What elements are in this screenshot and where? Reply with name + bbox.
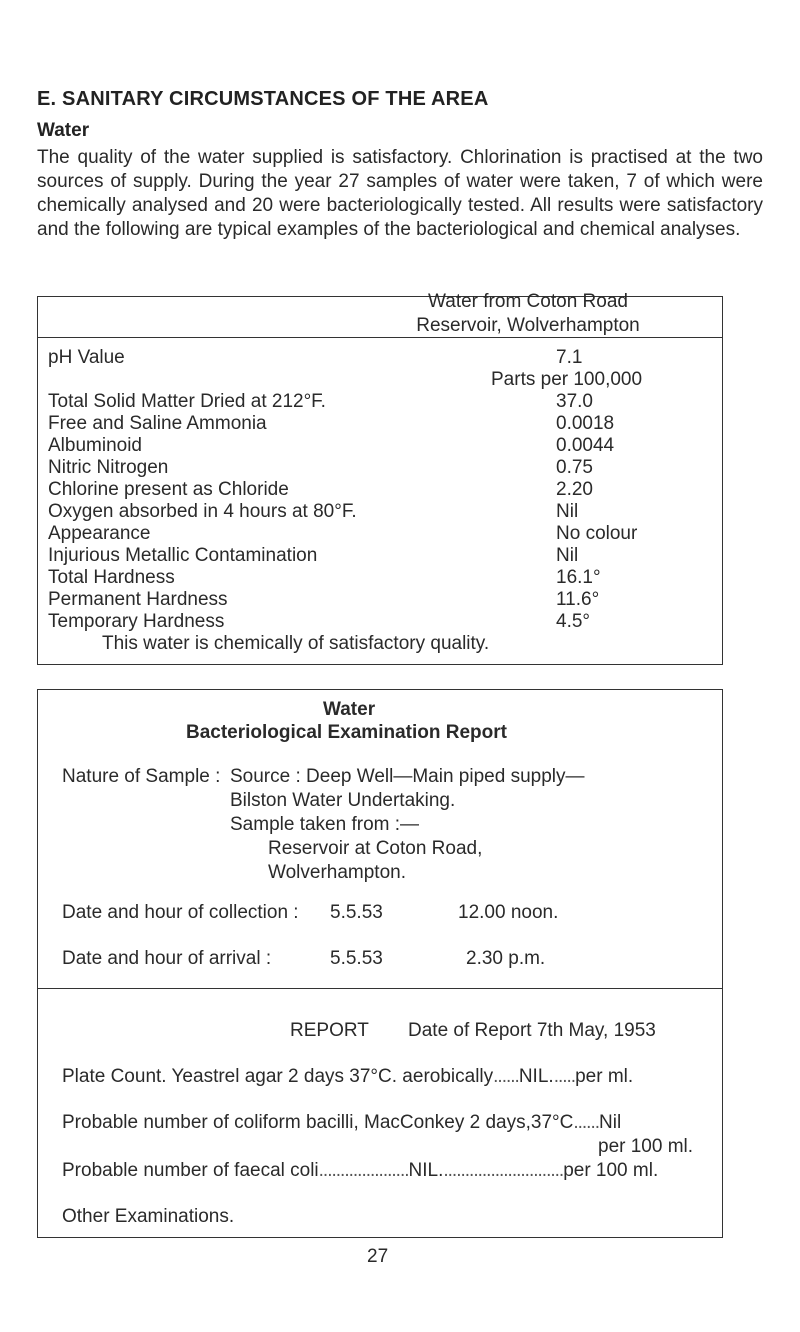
coliform-unit: per 100 ml. bbox=[598, 1136, 694, 1157]
intro-paragraph: The quality of the water supplied is satisfactory. Chlorination is practised at the two sources of supply. During the year 27 samples of water were taken, 7 of which were chemically analysed and 20 were bacteriologically tested. All results were satisfactory and the following are typical examples of the bacteriological and chemical analyses. bbox=[37, 147, 763, 240]
nature-line-2: Bilston Water Undertaking. bbox=[230, 790, 456, 811]
faecal-row bbox=[62, 1159, 658, 1183]
faecal-unit: per 100 ml. bbox=[563, 1160, 659, 1181]
nature-line-5: Wolverhampton. bbox=[268, 862, 406, 883]
row-value: No colour bbox=[556, 523, 638, 544]
nature-line-3: Sample taken from :— bbox=[230, 814, 420, 835]
plate-count-row bbox=[62, 1065, 633, 1089]
dot-leader: ............................ bbox=[443, 1160, 564, 1181]
row-label: Chlorine present as Chloride bbox=[48, 479, 289, 500]
arrival-label: Date and hour of arrival : bbox=[62, 948, 272, 969]
row-label: Injurious Metallic Contamination bbox=[48, 545, 318, 566]
dot-leader: ..... bbox=[553, 1066, 576, 1087]
report-bottom-rule bbox=[38, 1237, 722, 1238]
collection-time: 12.00 noon. bbox=[458, 902, 559, 923]
row-label: Permanent Hardness bbox=[48, 589, 228, 610]
row-value: 37.0 bbox=[556, 391, 593, 412]
column-header bbox=[338, 290, 718, 338]
row-value: 0.0018 bbox=[556, 413, 615, 434]
dot-leader: ...... bbox=[573, 1112, 600, 1133]
row-value: 0.0044 bbox=[556, 435, 615, 456]
other-examinations: Other Examinations. bbox=[62, 1206, 235, 1227]
section-heading: E. SANITARY CIRCUMSTANCES OF THE AREA bbox=[37, 88, 489, 110]
nature-of-sample-label: Nature of Sample : bbox=[62, 766, 221, 787]
row-value: Nil bbox=[556, 545, 579, 566]
page-number: 27 bbox=[367, 1246, 389, 1267]
row-label: Free and Saline Ammonia bbox=[48, 413, 267, 434]
row-value: 0.75 bbox=[556, 457, 593, 478]
bacteriological-report bbox=[37, 689, 723, 1238]
row-value: 2.20 bbox=[556, 479, 593, 500]
collection-date: 5.5.53 bbox=[330, 902, 383, 923]
coliform-value: Nil bbox=[599, 1112, 622, 1133]
arrival-date: 5.5.53 bbox=[330, 948, 383, 969]
plate-count-unit: per ml. bbox=[575, 1066, 634, 1087]
row-value: 4.5° bbox=[556, 611, 591, 632]
coliform-row bbox=[62, 1111, 621, 1135]
row-label: Nitric Nitrogen bbox=[48, 457, 169, 478]
column-header-line-2: Reservoir, Wolverhampton bbox=[416, 315, 640, 336]
nature-line-1: Source : Deep Well—Main piped supply— bbox=[230, 766, 585, 787]
chemical-analysis-table bbox=[37, 291, 723, 665]
row-label: Total Solid Matter Dried at 212°F. bbox=[48, 391, 326, 412]
report-date: Date of Report 7th May, 1953 bbox=[408, 1020, 656, 1041]
dot-leader: ..................... bbox=[318, 1160, 409, 1181]
row-label: Appearance bbox=[48, 523, 151, 544]
row-label: Temporary Hardness bbox=[48, 611, 225, 632]
collection-label: Date and hour of collection : bbox=[62, 902, 299, 923]
plate-count-label: Plate Count. Yeastrel agar 2 days 37°C. aerobically bbox=[62, 1066, 494, 1087]
report-divider-rule bbox=[38, 988, 722, 989]
report-title-line-2: Bacteriological Examination Report bbox=[186, 722, 507, 743]
coliform-label: Probable number of coliform bacilli, MacConkey 2 days,37°C bbox=[62, 1112, 574, 1133]
column-header-line-1: Water from Coton Road bbox=[428, 291, 628, 312]
row-label: Total Hardness bbox=[48, 567, 175, 588]
units-label: Parts per 100,000 bbox=[491, 369, 643, 390]
dot-leader: ...... bbox=[493, 1066, 519, 1087]
row-value: Nil bbox=[556, 501, 579, 522]
row-label: Albuminoid bbox=[48, 435, 142, 456]
faecal-value: NIL. bbox=[408, 1160, 444, 1181]
row-label: Oxygen absorbed in 4 hours at 80°F. bbox=[48, 501, 357, 522]
row-value: 16.1° bbox=[556, 567, 601, 588]
plate-count-value: NIL. bbox=[518, 1066, 554, 1087]
row-label: pH Value bbox=[48, 347, 125, 368]
arrival-time: 2.30 p.m. bbox=[466, 948, 546, 969]
report-top-rule bbox=[38, 689, 722, 690]
report-title-line-1: Water bbox=[323, 699, 376, 720]
row-value: 7.1 bbox=[556, 347, 583, 368]
nature-line-4: Reservoir at Coton Road, bbox=[268, 838, 483, 859]
row-value: 11.6° bbox=[556, 589, 600, 610]
subsection-heading: Water bbox=[37, 120, 90, 141]
report-label: REPORT bbox=[290, 1020, 369, 1041]
faecal-label: Probable number of faecal coli bbox=[62, 1160, 319, 1181]
chemical-conclusion: This water is chemically of satisfactory quality. bbox=[102, 633, 490, 654]
